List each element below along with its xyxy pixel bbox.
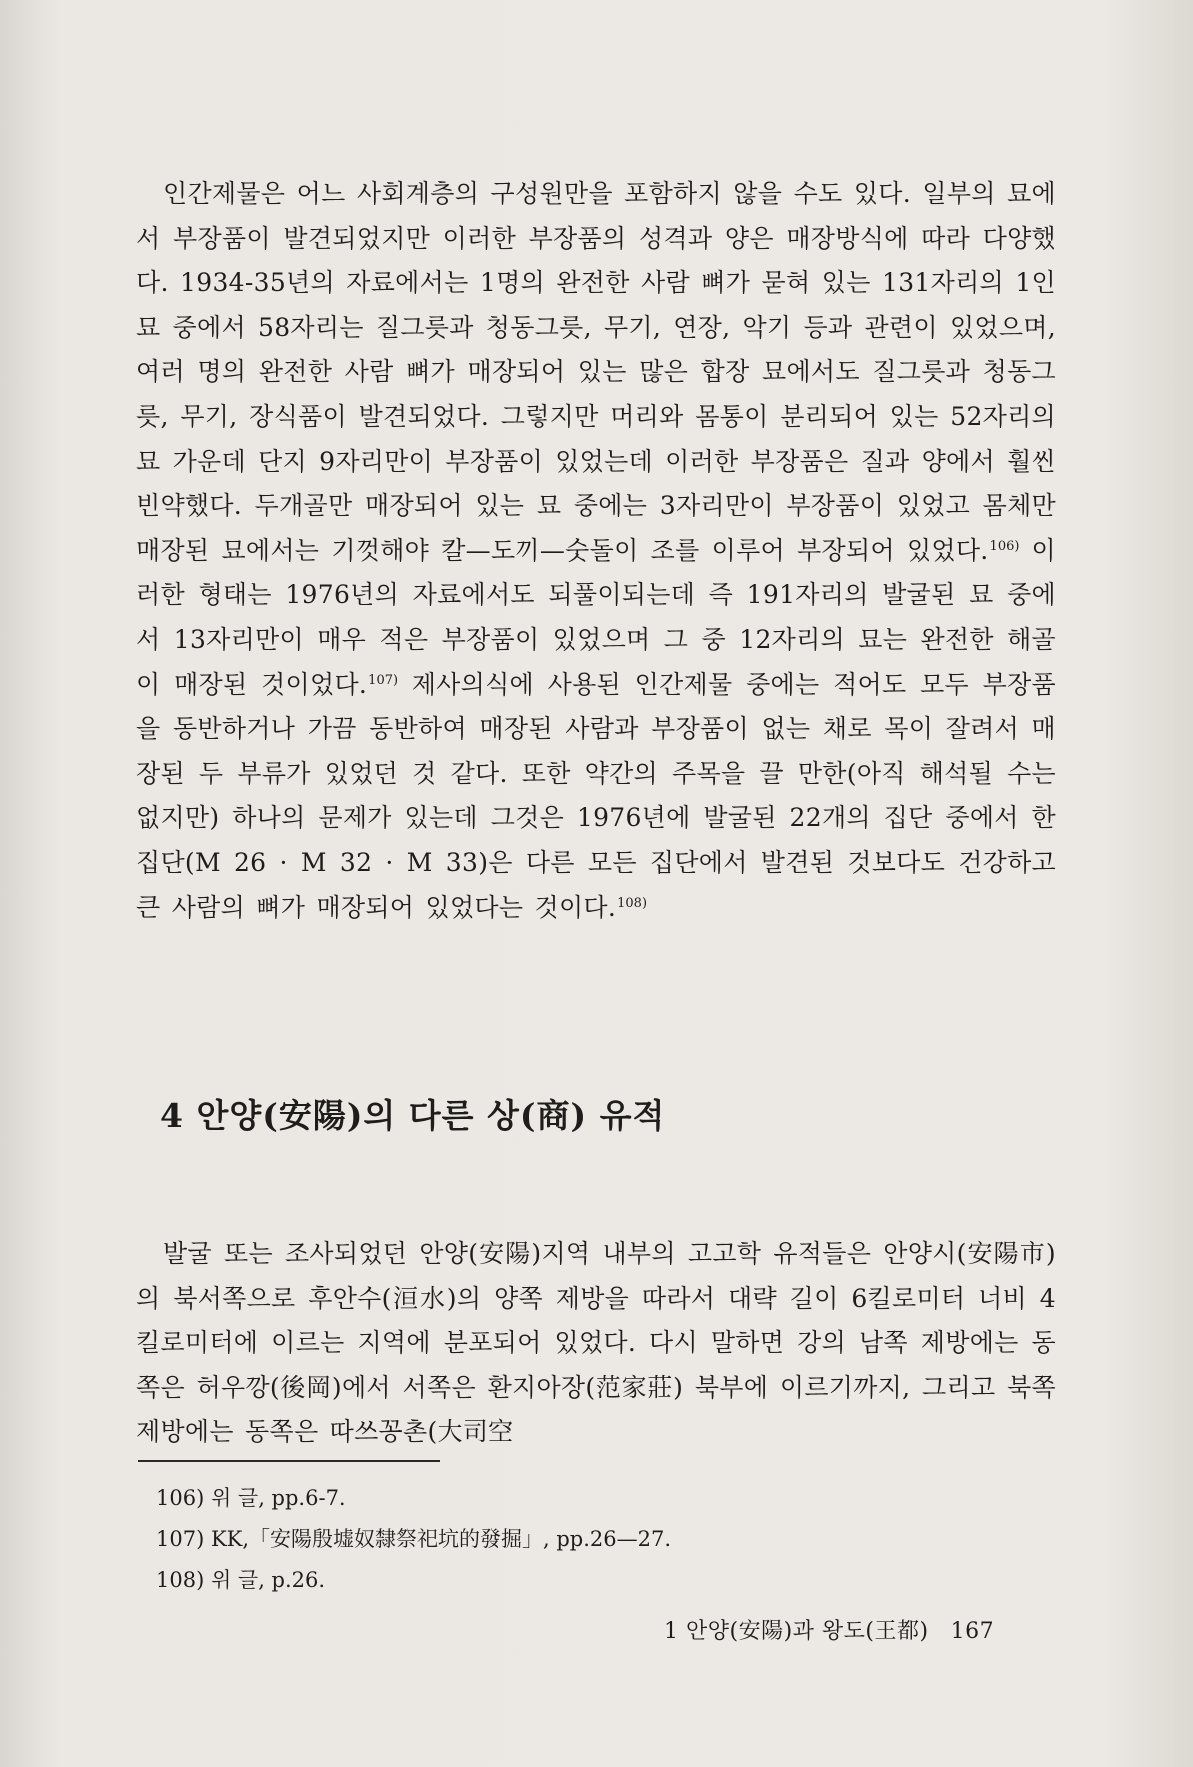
body-paragraph-2: 발굴 또는 조사되었던 안양(安陽)지역 내부의 고고학 유적들은 안양시(安陽市)의 북서쪽으로 후안수(洹水)의 양쪽 제방을 따라서 대략 길이 6킬로미터 너비 4킬로미터에 이르는 지역에 분포되어 있었다. 다시 말하면 강의 남쪽 제방에는 동쪽은 허우깡(後岡)에서 서쪽은 환지아장(范家莊) 북부에 이르기까지, 그리고 북쪽 제방에는 동쪽은 따쓰꽁촌(大司空 (136, 1239, 1056, 1447)
footnote-106: 106) 위 글, pp.6-7. (156, 1486, 346, 1510)
paragraph-1-text-part-1: 인간제물은 어느 사회계층의 구성원만을 포함하지 않을 수도 있다. 일부의 묘에서 부장품이 발견되었지만 이러한 부장품의 성격과 양은 매장방식에 따라 다양했다. 1934-35년의 자료에서는 1명의 완전한 사람 뼈가 묻혀 있는 131자리의 1인 묘 중에서 58자리는 질그릇과 청동그릇, 무기, 연장, 악기 등과 관련이 있었으며, 여러 명의 완전한 사람 뼈가 매장되어 있는 많은 합장 묘에서도 질그릇과 청동그릇, 무기, 장식품이 발견되었다. 그렇지만 머리와 몸통이 분리되어 있는 52자리의 묘 가운데 단지 9자리만이 부장품이 있었는데 이러한 부장품은 질과 양에서 훨씬 빈약했다. 두개골만 매장되어 있는 묘 중에는 3자리만이 부장품이 있었고 몸체만 매장된 묘에서는 기껏해야 칼—도끼—숫돌이 조를 이루어 부장되어 있었다. (136, 179, 1056, 565)
footnote-107: 107) KK,「安陽殷墟奴隸祭祀坑的發掘」, pp.26—27. (156, 1527, 672, 1551)
running-title: 1 안양(安陽)과 왕도(王都) (664, 1619, 929, 1644)
footnote-divider (138, 1460, 440, 1462)
footnote-108: 108) 위 글, p.26. (156, 1568, 326, 1592)
footnote-ref-107: 107) (368, 672, 399, 688)
body-paragraph-1 (136, 172, 1056, 930)
paragraph-1-text-part-3: 제사의식에 사용된 인간제물 중에는 적어도 모두 부장품을 동반하거나 가끔 동반하여 매장된 사람과 부장품이 없는 채로 목이 잘려서 매장된 두 부류가 있었던 것 같다. 또한 약간의 주목을 끌 만한(아직 해석될 수는 없지만) 하나의 문제가 있는데 그것은 1976년에 발굴된 22개의 집단 중에서 한 집단(M 26 · M 32 · M 33)은 다른 모든 집단에서 발견된 것보다도 건강하고 큰 사람의 뼈가 매장되어 있었다는 것이다. (136, 669, 1056, 922)
page-number: 167 (950, 1619, 995, 1644)
paragraph-1-text-part-2: 이러한 형태는 1976년의 자료에서도 되풀이되는데 즉 191자리의 발굴된 묘 중에서 13자리만이 매우 적은 부장품이 있었으며 그 중 12자리의 묘는 완전한 해골이 매장된 것이었다. (136, 535, 1056, 699)
footnote-ref-108: 108) (617, 895, 648, 911)
running-footer (664, 1614, 994, 1645)
section-heading: 4 안양(安陽)의 다른 상(商) 유적 (160, 1096, 666, 1135)
footnote-ref-106: 106) (989, 538, 1020, 554)
footnote-list (156, 1478, 671, 1601)
